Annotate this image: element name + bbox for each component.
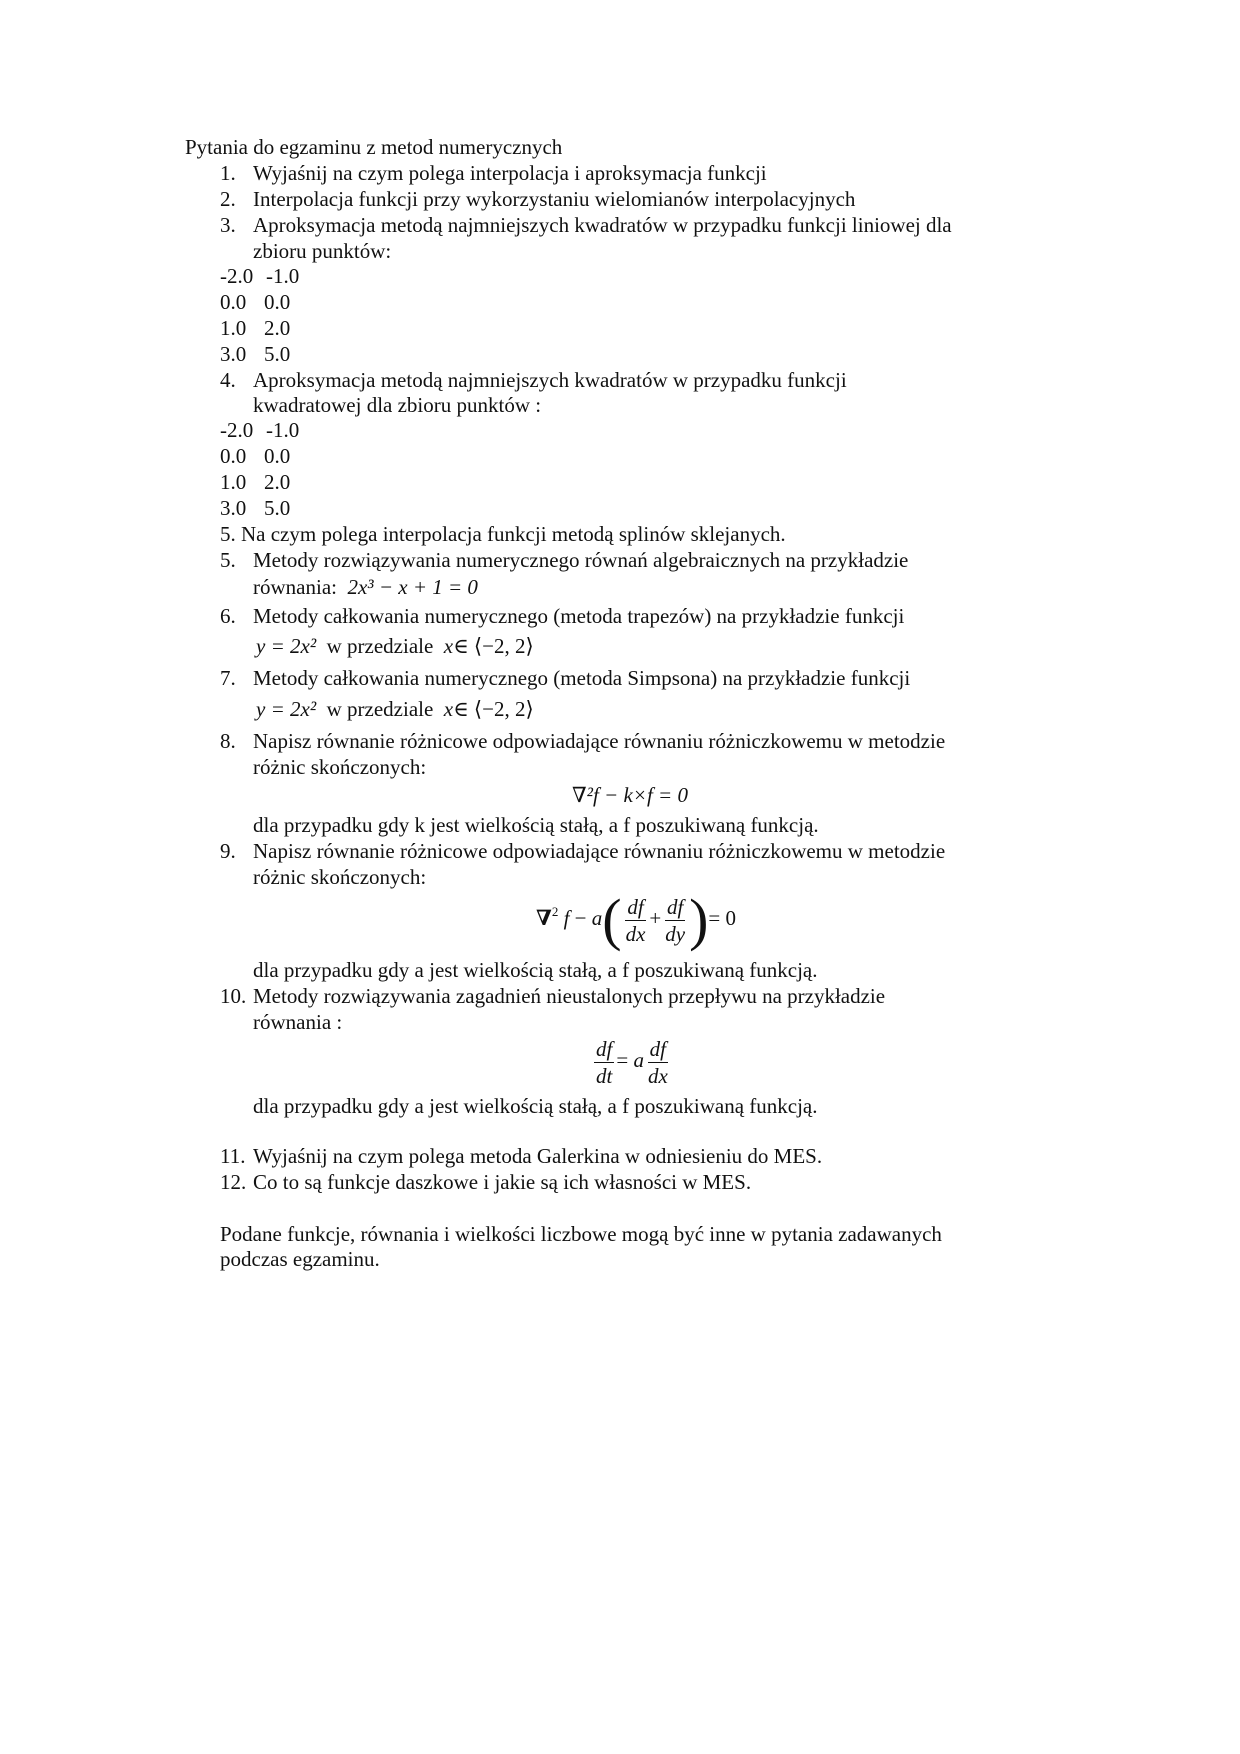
y-value: 5.0 <box>264 342 291 366</box>
point-row <box>220 417 420 443</box>
question-number: 3. <box>220 213 236 237</box>
formula: y = 2x² <box>256 697 317 721</box>
interval: x∈ ⟨−2, 2⟩ <box>443 634 534 658</box>
question-text: Wyjaśnij na czym polega metoda Galerkina w odniesieniu do MES. <box>253 1144 823 1168</box>
question-text: dla przypadku gdy a jest wielkością stałą, a f poszukiwaną funkcją. <box>253 958 818 982</box>
question-text: Interpolacja funkcji przy wykorzystaniu wielomianów interpolacyjnych <box>253 187 856 211</box>
footer-note: podczas egzaminu. <box>220 1247 380 1271</box>
x-value: 3.0 <box>220 342 247 366</box>
question-text: Co to są funkcje daszkowe i jakie są ich własności w MES. <box>253 1170 752 1194</box>
question-text: różnic skończonych: <box>253 755 427 779</box>
question-text: równania: <box>253 575 337 599</box>
question-text: w przedziale <box>326 697 434 721</box>
question-number: 8. <box>220 729 236 753</box>
question-number: 12. <box>220 1170 247 1194</box>
question-number: 10. <box>220 984 247 1008</box>
question-text: Wyjaśnij na czym polega interpolacja i aproksymacja funkcji <box>253 161 767 185</box>
question-text: Metody rozwiązywania numerycznego równań algebraicznych na przykładzie <box>253 548 909 572</box>
y-value: 0.0 <box>264 444 291 468</box>
y-value: 5.0 <box>264 496 291 520</box>
question-text: równania : <box>253 1010 343 1034</box>
interval: x∈ ⟨−2, 2⟩ <box>443 697 534 721</box>
question-text: Aproksymacja metodą najmniejszych kwadratów w przypadku funkcji liniowej dla <box>253 213 952 237</box>
question-number: 6. <box>220 604 236 628</box>
question-number: 5. <box>220 548 236 572</box>
point-row <box>220 341 420 367</box>
question-5-line-2 <box>253 574 478 600</box>
x-value: 1.0 <box>220 316 247 340</box>
question-number: 2. <box>220 187 236 211</box>
point-row <box>220 289 420 315</box>
x-value: -2.0 <box>220 264 254 288</box>
question-text: Metody rozwiązywania zagadnień nieustalonych przepływu na przykładzie <box>253 984 886 1008</box>
question-text: Aproksymacja metodą najmniejszych kwadratów w przypadku funkcji <box>253 368 847 392</box>
x-value: 1.0 <box>220 470 247 494</box>
x-value: -2.0 <box>220 418 254 442</box>
question-text: Metody całkowania numerycznego (metoda trapezów) na przykładzie funkcji <box>253 604 905 628</box>
question-number: 1. <box>220 161 236 185</box>
spline-question: 5. Na czym polega interpolacja funkcji metodą splinów sklejanych. <box>220 522 786 546</box>
question-text: dla przypadku gdy k jest wielkością stałą, a f poszukiwaną funkcją. <box>253 813 819 837</box>
question-text: w przedziale <box>326 634 434 658</box>
point-row <box>220 469 420 495</box>
y-value: 2.0 <box>264 470 291 494</box>
question-text: Metody całkowania numerycznego (metoda Simpsona) na przykładzie funkcji <box>253 666 911 690</box>
question-number: 9. <box>220 839 236 863</box>
question-number: 7. <box>220 666 236 690</box>
question-7-line-2 <box>256 696 534 722</box>
point-row <box>220 315 420 341</box>
point-row <box>220 443 420 469</box>
document-title: Pytania do egzaminu z metod numerycznych <box>185 135 563 159</box>
formula-10: $\frac{df}{dt}$ = a $\frac{df}{dx}$ <box>596 1036 668 1088</box>
formula-8: ∇²f − k×f = 0 <box>572 783 688 807</box>
question-text: dla przypadku gdy a jest wielkością stałą, a f poszukiwaną funkcją. <box>253 1094 818 1118</box>
footer-note: Podane funkcje, równania i wielkości liczbowe mogą być inne w pytania zadawanych <box>220 1222 942 1246</box>
question-number: 4. <box>220 368 236 392</box>
formula-9: ∇$^2$ f − a( $\frac{df}{dx}$ + $\frac{df}{dy}$ )= 0 <box>536 887 736 953</box>
x-value: 0.0 <box>220 290 247 314</box>
formula: y = 2x² <box>256 634 317 658</box>
point-row <box>220 263 420 289</box>
y-value: -1.0 <box>266 264 300 288</box>
question-text: Napisz równanie różnicowe odpowiadające równaniu różniczkowemu w metodzie <box>253 729 946 753</box>
formula: 2x³ − x + 1 = 0 <box>347 575 478 599</box>
question-number: 11. <box>220 1144 246 1168</box>
question-text: różnic skończonych: <box>253 865 427 889</box>
question-text: zbioru punktów: <box>253 239 392 263</box>
question-text: kwadratowej dla zbioru punktów : <box>253 393 542 417</box>
question-6-line-2 <box>256 633 534 659</box>
x-value: 3.0 <box>220 496 247 520</box>
y-value: 0.0 <box>264 290 291 314</box>
question-text: Napisz równanie różnicowe odpowiadające równaniu różniczkowemu w metodzie <box>253 839 946 863</box>
y-value: -1.0 <box>266 418 300 442</box>
y-value: 2.0 <box>264 316 291 340</box>
x-value: 0.0 <box>220 444 247 468</box>
point-row <box>220 495 420 521</box>
